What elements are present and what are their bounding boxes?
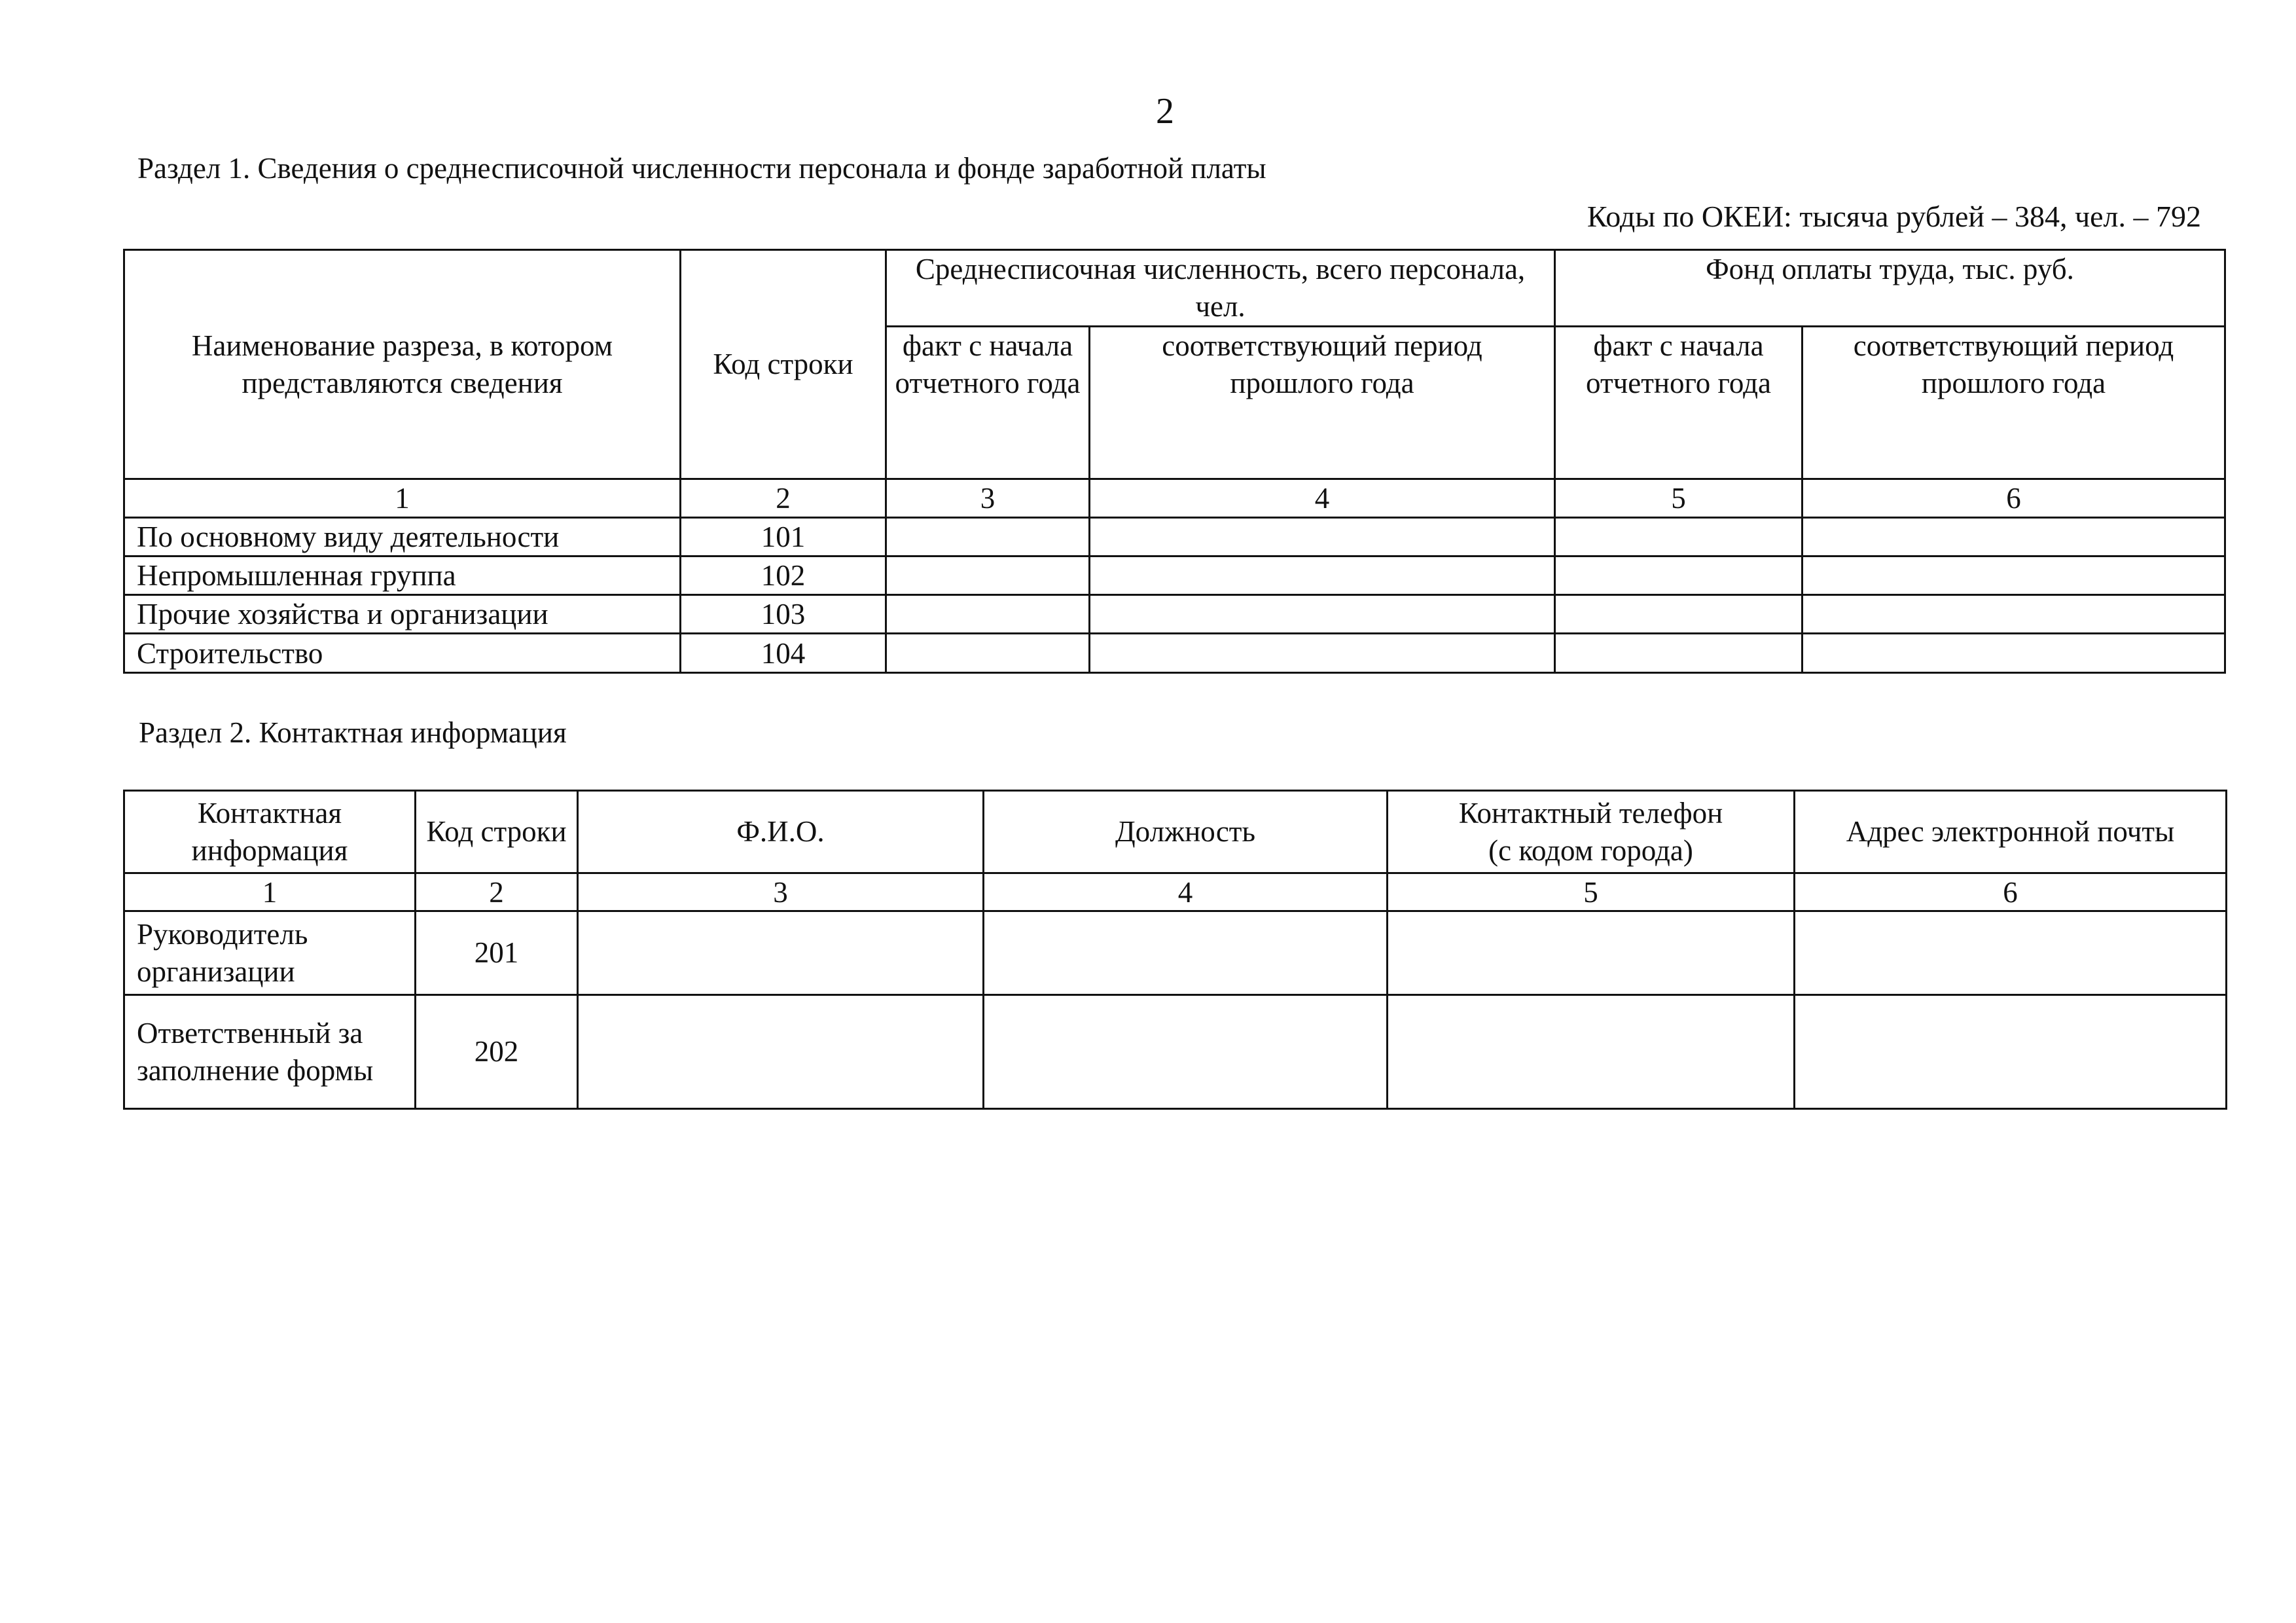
header-phone-line1: Контактный телефон [1458, 796, 1723, 830]
table1-column-numbers [124, 479, 2225, 518]
table-row [124, 595, 2225, 634]
table2-column-numbers [124, 873, 2227, 911]
fund-fact-cell[interactable] [1555, 518, 1803, 556]
email-cell[interactable] [1795, 995, 2227, 1109]
header-fund-fact: факт с начала отчетного года [1555, 327, 1803, 479]
column-number: 2 [681, 479, 886, 518]
header-avg-prev: соответствующий период прошлого года [1090, 327, 1555, 479]
column-number: 6 [1803, 479, 2225, 518]
row-code: 103 [681, 595, 886, 634]
page-number: 2 [1156, 91, 1174, 132]
section2-title: Раздел 2. Контактная информация [139, 716, 567, 749]
table-row [124, 518, 2225, 556]
header-avg-fact: факт с начала отчетного года [886, 327, 1090, 479]
column-number: 1 [124, 479, 681, 518]
table1-header-row-1 [124, 250, 2225, 327]
avg-fact-cell[interactable] [886, 595, 1090, 634]
header-avg-headcount: Среднесписочная численность, всего персонала, чел. [886, 250, 1555, 327]
row-label: Строительство [124, 634, 681, 673]
avg-prev-cell[interactable] [1090, 634, 1555, 673]
section1-title: Раздел 1. Сведения о среднесписочной численности персонала и фонде заработной платы [137, 152, 1266, 185]
row-code: 202 [416, 995, 578, 1109]
column-number: 1 [124, 873, 416, 911]
table2-header-row [124, 791, 2227, 873]
row-code: 101 [681, 518, 886, 556]
avg-prev-cell[interactable] [1090, 595, 1555, 634]
column-number: 3 [578, 873, 984, 911]
okei-codes-note: Коды по ОКЕИ: тысяча рублей – 384, чел. – 792 [1587, 200, 2201, 233]
fund-prev-cell[interactable] [1803, 595, 2225, 634]
column-number: 2 [416, 873, 578, 911]
email-cell[interactable] [1795, 911, 2227, 995]
fund-fact-cell[interactable] [1555, 595, 1803, 634]
avg-fact-cell[interactable] [886, 634, 1090, 673]
row-label: Непромышленная группа [124, 556, 681, 595]
fund-fact-cell[interactable] [1555, 634, 1803, 673]
column-number: 4 [1090, 479, 1555, 518]
fund-fact-cell[interactable] [1555, 556, 1803, 595]
column-number: 5 [1555, 479, 1803, 518]
row-code: 201 [416, 911, 578, 995]
header-payroll-fund: Фонд оплаты труда, тыс. руб. [1555, 250, 2225, 327]
row-code: 104 [681, 634, 886, 673]
column-number: 4 [984, 873, 1388, 911]
column-number: 5 [1388, 873, 1795, 911]
contact-info-table [123, 790, 2227, 1110]
header-phone-line2: (с кодом города) [1488, 833, 1693, 867]
staff-payroll-table [123, 249, 2226, 674]
header-email: Адрес электронной почты [1795, 791, 2227, 873]
fund-prev-cell[interactable] [1803, 518, 2225, 556]
header-line-code: Код строки [681, 250, 886, 479]
row-label: По основному виду деятельности [124, 518, 681, 556]
contact-role: Руководитель организации [124, 911, 416, 995]
contact-role: Ответственный за заполнение формы [124, 995, 416, 1109]
row-label: Прочие хозяйства и организации [124, 595, 681, 634]
avg-fact-cell[interactable] [886, 518, 1090, 556]
fund-prev-cell[interactable] [1803, 556, 2225, 595]
column-number: 3 [886, 479, 1090, 518]
header-fund-prev: соответствующий период прошлого года [1803, 327, 2225, 479]
position-cell[interactable] [984, 995, 1388, 1109]
fund-prev-cell[interactable] [1803, 634, 2225, 673]
table-row [124, 995, 2227, 1109]
header-phone [1388, 791, 1795, 873]
header-line-code: Код строки [416, 791, 578, 873]
header-section-name: Наименование разреза, в котором представляются сведения [124, 250, 681, 479]
position-cell[interactable] [984, 911, 1388, 995]
table-row [124, 556, 2225, 595]
fio-cell[interactable] [578, 911, 984, 995]
row-code: 102 [681, 556, 886, 595]
avg-prev-cell[interactable] [1090, 556, 1555, 595]
header-fio: Ф.И.О. [578, 791, 984, 873]
table-row [124, 911, 2227, 995]
header-position: Должность [984, 791, 1388, 873]
avg-prev-cell[interactable] [1090, 518, 1555, 556]
column-number: 6 [1795, 873, 2227, 911]
fio-cell[interactable] [578, 995, 984, 1109]
avg-fact-cell[interactable] [886, 556, 1090, 595]
header-contact: Контактная информация [124, 791, 416, 873]
phone-cell[interactable] [1388, 995, 1795, 1109]
table-row [124, 634, 2225, 673]
phone-cell[interactable] [1388, 911, 1795, 995]
